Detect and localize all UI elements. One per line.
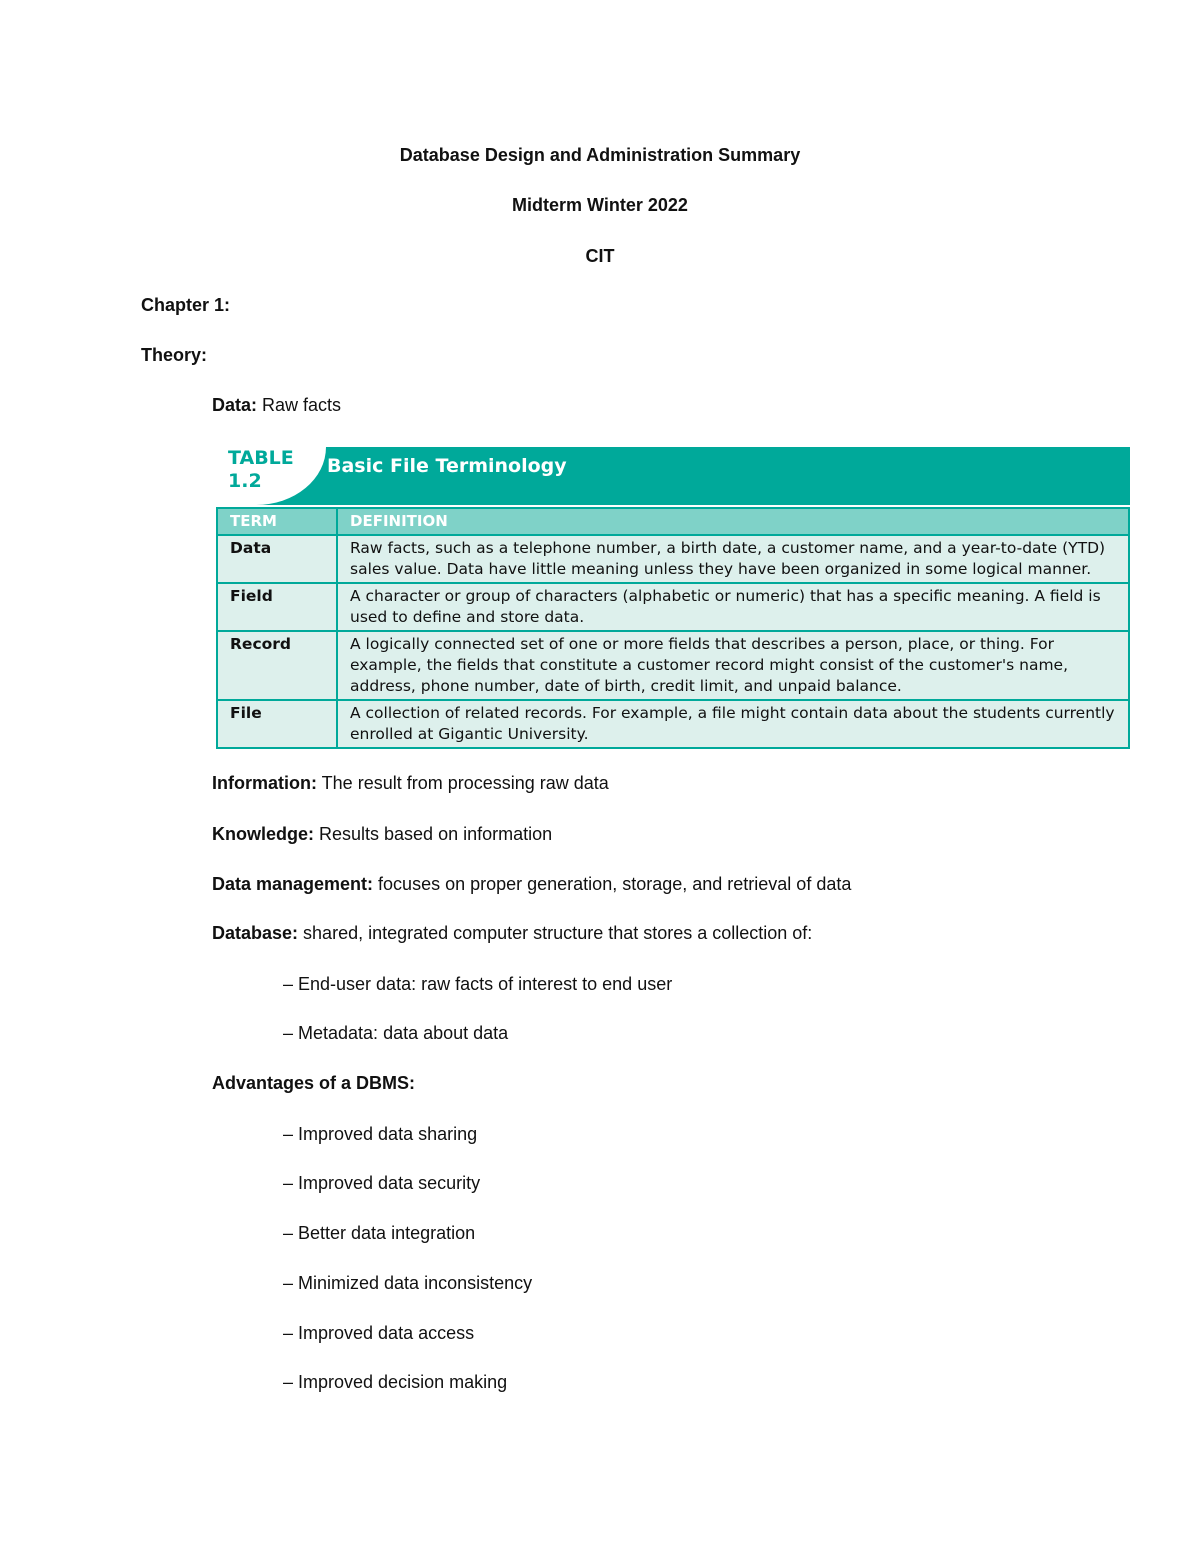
terminology-table — [216, 507, 1130, 749]
document-org: CIT — [585, 246, 615, 266]
row-definition: A logically connected set of one or more fields that describes a person, place, or thing. For example, the fields that constitute a customer record might consist of the customer's name, address, phone number, date of birth, credit limit, and unpaid balance. — [337, 631, 1129, 700]
table-number-label: TABLE 1.2 — [228, 447, 294, 492]
row-term: File — [217, 700, 337, 748]
list-item: – Improved data security — [283, 1173, 481, 1193]
definition-data — [212, 395, 341, 416]
list-item: – Better data integration — [283, 1223, 476, 1243]
definition-data-management — [212, 874, 851, 895]
definition-information — [212, 773, 609, 794]
list-item: – Minimized data inconsistency — [283, 1273, 533, 1293]
table-row — [217, 631, 1129, 700]
table-row — [217, 535, 1129, 583]
row-term: Record — [217, 631, 337, 700]
column-header-term: TERM — [217, 508, 337, 535]
definition-text: shared, integrated computer structure that stores a collection of: — [298, 923, 813, 943]
definition-term: Data management: — [212, 874, 374, 894]
definition-text: Results based on information — [314, 824, 553, 844]
table-header-row — [217, 508, 1129, 535]
table-header-band — [216, 447, 1130, 507]
table-row — [217, 583, 1129, 631]
chapter-heading: Chapter 1: — [141, 295, 231, 315]
column-header-definition: DEFINITION — [337, 508, 1129, 535]
definition-text: The result from processing raw data — [317, 773, 609, 793]
row-definition: A character or group of characters (alphabetic or numeric) that has a specific meaning. A field is used to define and store data. — [337, 583, 1129, 631]
document-subtitle: Midterm Winter 2022 — [512, 195, 688, 215]
definition-term: Knowledge: — [212, 824, 314, 844]
list-item: – Metadata: data about data — [283, 1023, 509, 1043]
list-item: – Improved decision making — [283, 1372, 508, 1392]
definition-database — [212, 923, 812, 944]
definition-text: Raw facts — [257, 395, 342, 415]
table-row — [217, 700, 1129, 748]
row-definition: A collection of related records. For example, a file might contain data about the students currently enrolled at Gigantic University. — [337, 700, 1129, 748]
definition-text: focuses on proper generation, storage, and retrieval of data — [373, 874, 852, 894]
definition-term: Data: — [212, 395, 258, 415]
document-title: Database Design and Administration Summary — [399, 145, 801, 165]
definition-knowledge — [212, 824, 552, 845]
table-title: Basic File Terminology — [327, 455, 567, 477]
theory-heading: Theory: — [141, 345, 208, 365]
advantages-heading: Advantages of a DBMS: — [212, 1073, 416, 1093]
table-figure — [216, 447, 1130, 747]
row-term: Data — [217, 535, 337, 583]
definition-term: Information: — [212, 773, 317, 793]
definition-term: Database: — [212, 923, 299, 943]
list-item: – End-user data: raw facts of interest to end user — [283, 974, 673, 994]
row-definition: Raw facts, such as a telephone number, a birth date, a customer name, and a year-to-date (YTD) sales value. Data have little meaning unless they have been organized in some logical manner. — [337, 535, 1129, 583]
list-item: – Improved data sharing — [283, 1124, 478, 1144]
row-term: Field — [217, 583, 337, 631]
list-item: – Improved data access — [283, 1323, 475, 1343]
